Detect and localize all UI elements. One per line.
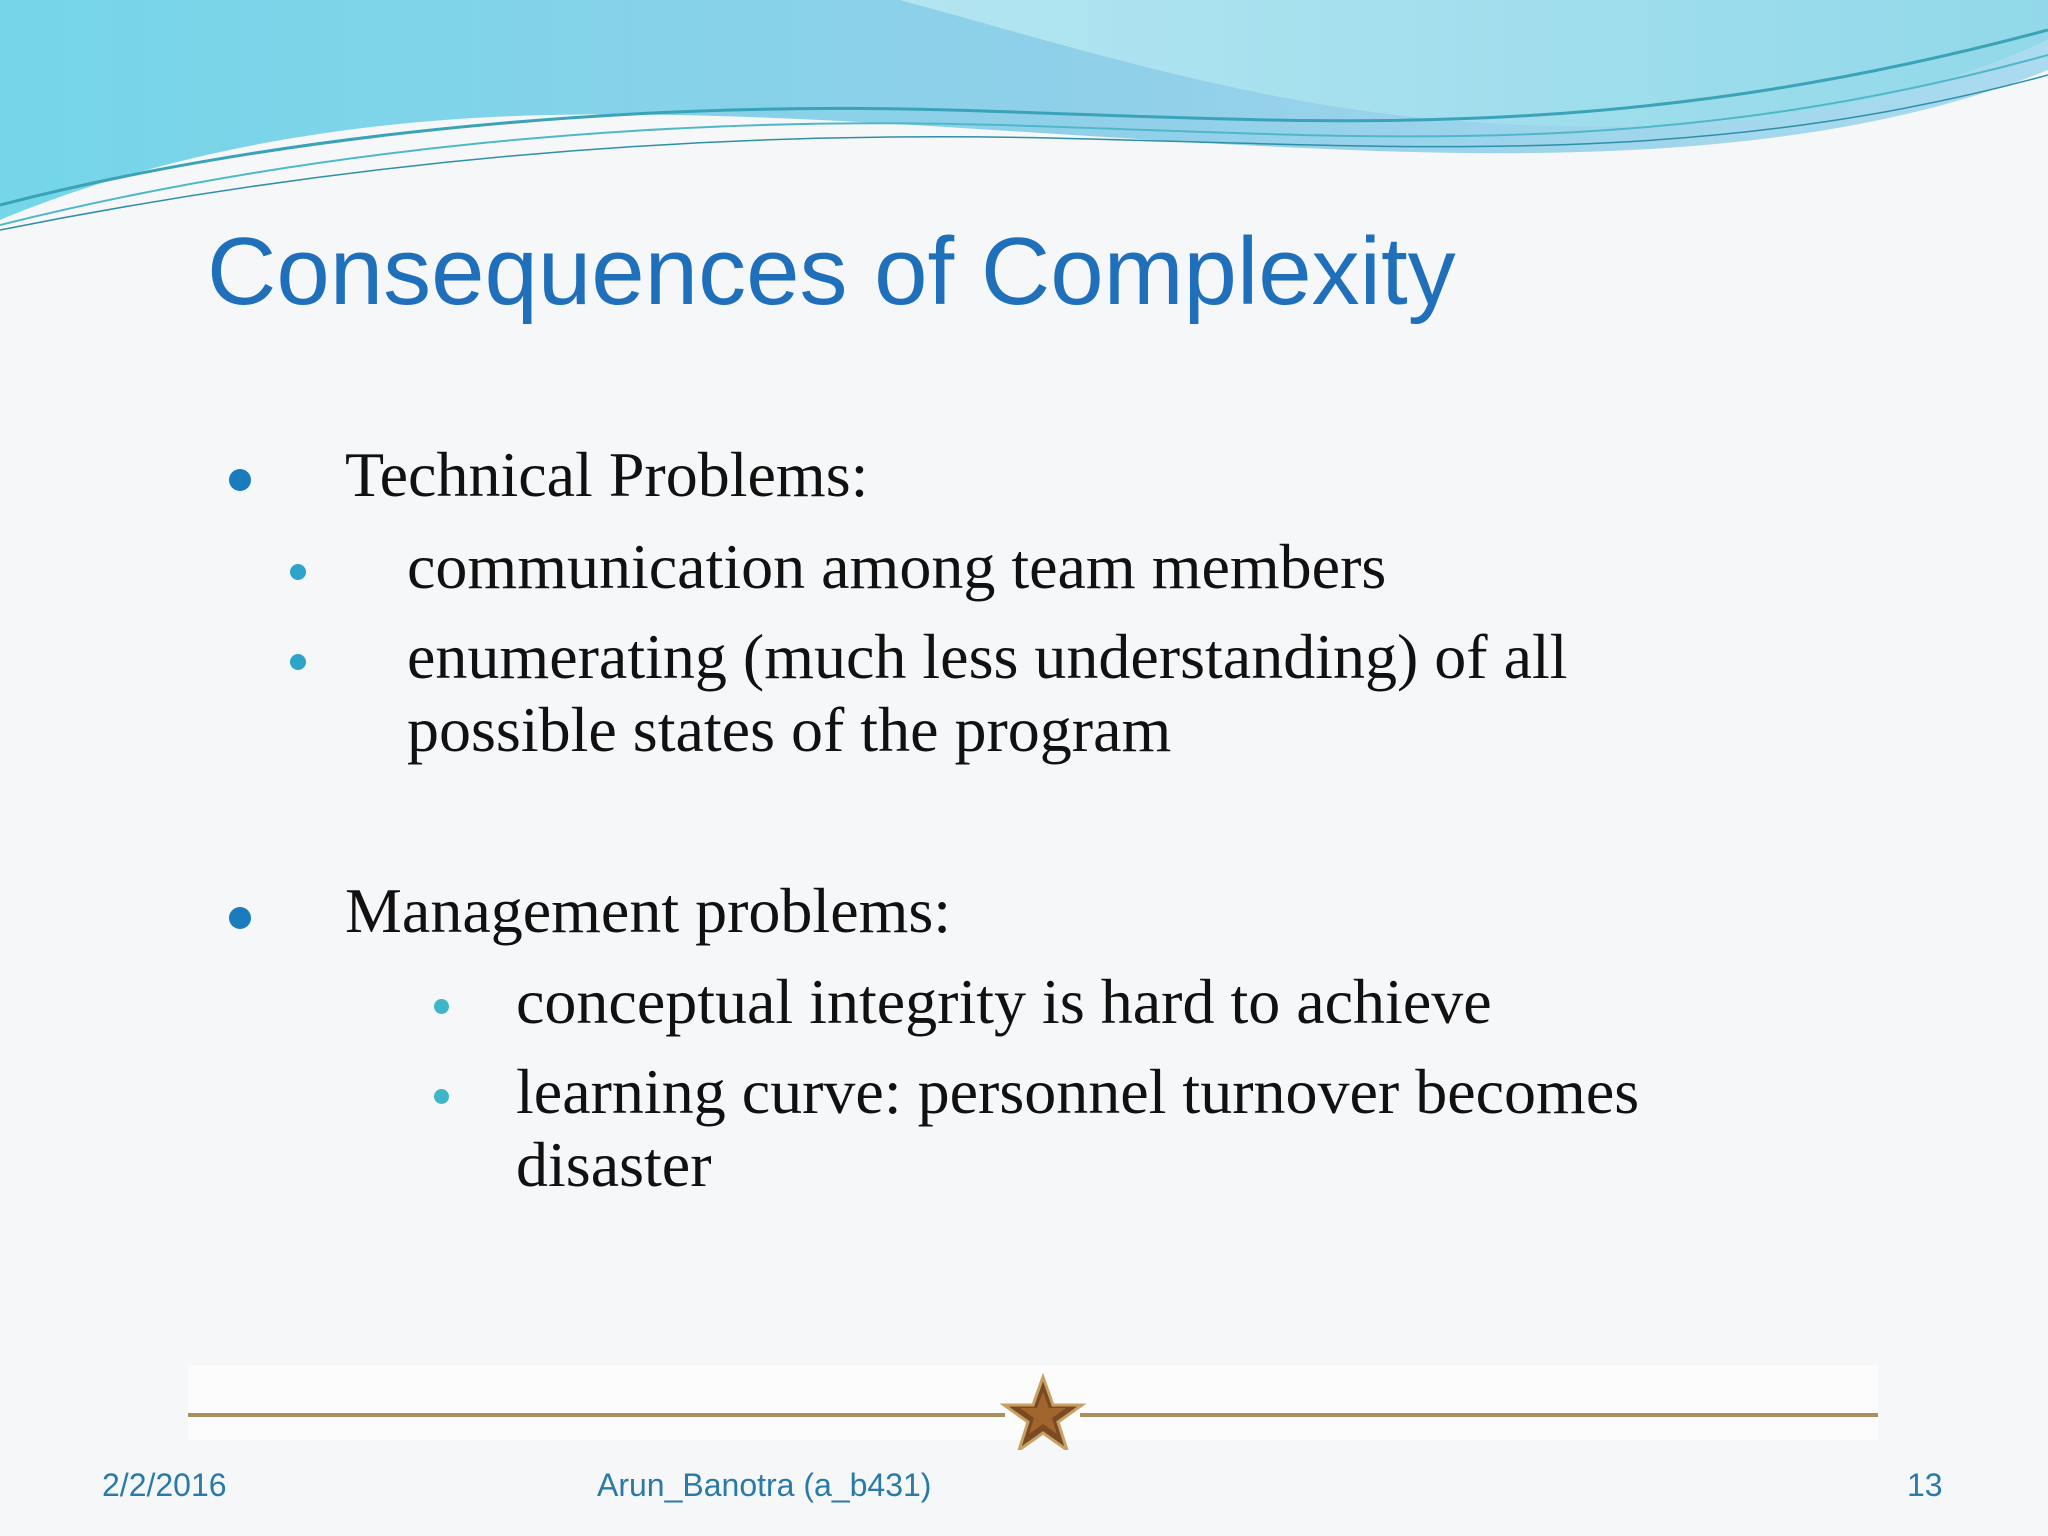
sub-bullet-item [407, 530, 1386, 603]
bullet-item [345, 438, 868, 511]
footer-author: Arun_Banotra (a_b431) [597, 1467, 932, 1503]
bullet-text-continuation: possible states of the program [407, 694, 1172, 765]
bullet-text: communication among team members [407, 531, 1387, 602]
bullet-dot-icon [290, 564, 306, 580]
star-icon [1004, 1377, 1082, 1450]
sub-bullet-item [516, 1055, 1639, 1201]
bullet-dot-icon [229, 469, 251, 491]
bullet-text: conceptual integrity is hard to achieve [516, 966, 1492, 1037]
bullet-dot-icon [434, 999, 449, 1014]
bullet-dot-icon [434, 1089, 449, 1104]
footer-date: 2/2/2016 [102, 1467, 227, 1503]
bullet-text: Technical Problems: [345, 439, 869, 510]
sub-bullet-item [516, 965, 1492, 1038]
sub-bullet-item [407, 620, 1568, 766]
bullet-dot-icon [229, 907, 251, 929]
bullet-text: learning curve: personnel turnover becomes [516, 1056, 1640, 1127]
bullet-text: Management problems: [345, 875, 952, 946]
slide-title: Consequences of Complexity [207, 218, 1456, 325]
bullet-item [345, 874, 951, 947]
bullet-dot-icon [290, 654, 306, 670]
bullet-text: enumerating (much less understanding) of all [407, 621, 1568, 692]
footer-page-number: 13 [1907, 1467, 1943, 1503]
footer-divider [0, 1370, 2048, 1450]
bullet-text-continuation: disaster [516, 1129, 712, 1200]
